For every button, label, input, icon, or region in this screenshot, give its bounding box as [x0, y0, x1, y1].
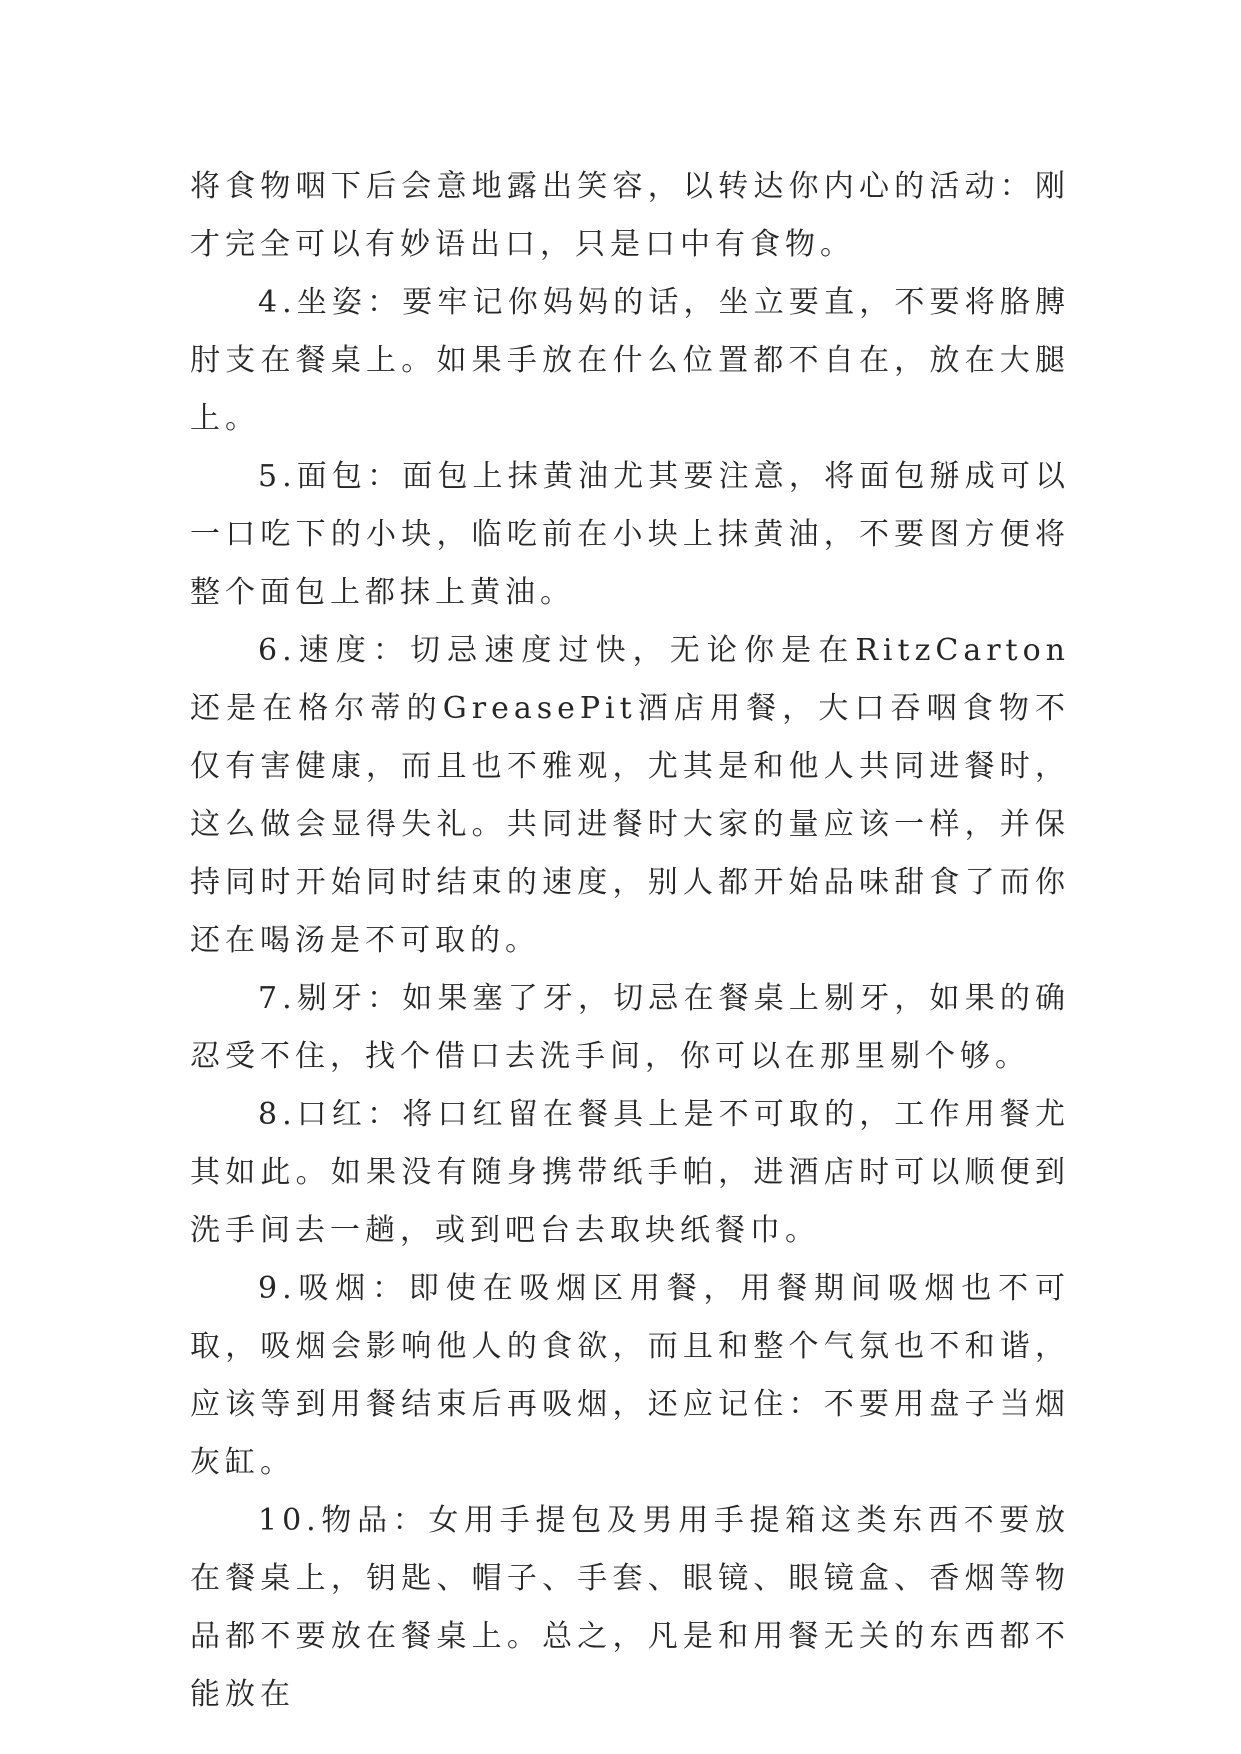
paragraph-bread: 5.面包：面包上抹黄油尤其要注意，将面包掰成可以一口吃下的小块，临吃前在小块上抹黄油，不要图方便将整个面包上都抹上黄油。: [190, 459, 1070, 610]
paragraph-smoking: 9.吸烟：即使在吸烟区用餐，用餐期间吸烟也不可取，吸烟会影响他人的食欲，而且和整个气氛也不和谐，应该等到用餐结束后再吸烟，还应记住：不要用盘子当烟灰缸。: [190, 1271, 1070, 1480]
paragraph-sitting-posture: 4.坐姿：要牢记你妈妈的话，坐立要直，不要将胳膊肘支在餐桌上。如果手放在什么位置都不自在，放在大腿上。: [190, 285, 1070, 436]
paragraph-continuation: 将食物咽下后会意地露出笑容，以转达你内心的活动：刚才完全可以有妙语出口，只是口中有食物。: [190, 169, 1070, 262]
paragraph-toothpick: 7.剔牙：如果塞了牙，切忌在餐桌上剔牙，如果的确忍受不住，找个借口去洗手间，你可以在那里剔个够。: [190, 981, 1070, 1074]
document-body: [190, 158, 1070, 1724]
paragraph-speed: 6.速度：切忌速度过快，无论你是在RitzCarton还是在格尔蒂的GreasePit酒店用餐，大口吞咽食物不仅有害健康，而且也不雅观，尤其是和他人共同进餐时，这么做会显得失礼。共同进餐时大家的量应该一样，并保持同时开始同时结束的速度，别人都开始品味甜食了而你还在喝汤是不可取的。: [190, 633, 1070, 958]
paragraph-belongings: 10.物品：女用手提包及男用手提箱这类东西不要放在餐桌上，钥匙、帽子、手套、眼镜、眼镜盒、香烟等物品都不要放在餐桌上。总之，凡是和用餐无关的东西都不能放在: [190, 1503, 1070, 1712]
paragraph-lipstick: 8.口红：将口红留在餐具上是不可取的，工作用餐尤其如此。如果没有随身携带纸手帕，进酒店时可以顺便到洗手间去一趟，或到吧台去取块纸餐巾。: [190, 1097, 1070, 1248]
